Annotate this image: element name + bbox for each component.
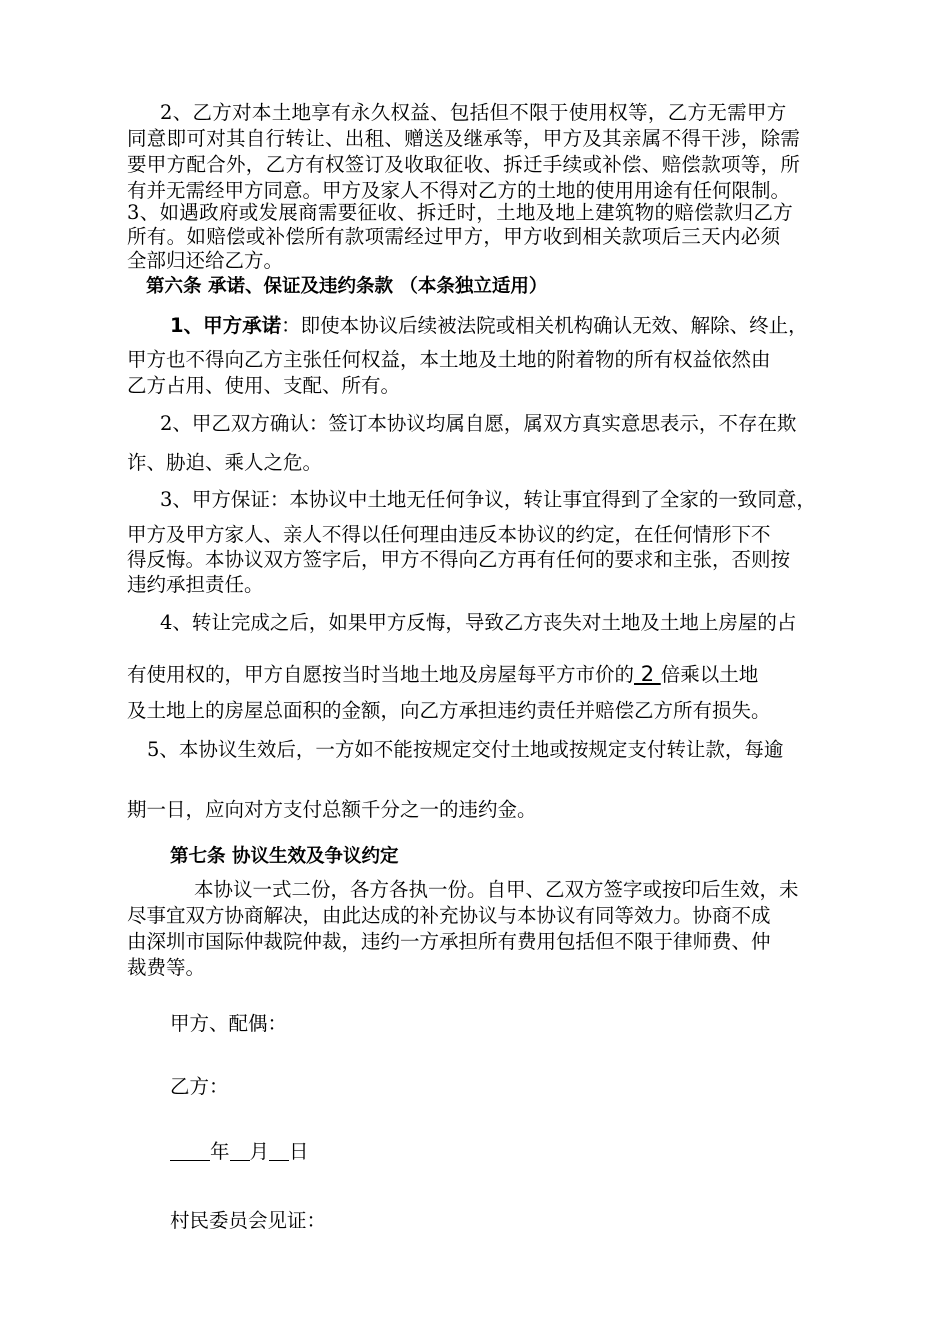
date-month-label: 月	[249, 1140, 270, 1163]
p3-line-2: 所有。如赔偿或补偿所有款项需经过甲方，甲方收到相关款项后三天内必须	[127, 225, 781, 248]
article6-item3-line-3: 得反悔。本协议双方签字后，甲方不得向乙方再有任何的要求和主张，否则按	[127, 548, 791, 571]
article6-item4-line-3: 及土地上的房屋总面积的金额，向乙方承担违约责任并赔偿乙方所有损失。	[127, 699, 771, 722]
article7-line-3: 由深圳市国际仲裁院仲裁，违约一方承担所有费用包括但不限于律师费、仲	[127, 930, 771, 953]
date-year-label: 年	[210, 1140, 230, 1163]
p2-line-1: 2、乙方对本土地享有永久权益、包括但不限于使用权等，乙方无需甲方	[160, 101, 787, 124]
day-blank	[269, 1140, 289, 1161]
p3-line-3: 全部归还给乙方。	[127, 249, 284, 272]
p2-line-4: 有并无需经甲方同意。甲方及家人不得对乙方的土地的使用用途有任何限制。	[127, 179, 791, 202]
article6-item5-line-2: 期一日，应向对方支付总额千分之一的违约金。	[127, 798, 537, 821]
p2-line-2: 同意即可对其自行转让、出租、赠送及继承等，甲方及其亲属不得干涉，除需	[127, 127, 801, 150]
article6-item1-label: 1、甲方承诺	[170, 314, 282, 337]
article6-item4-pre: 有使用权的，甲方自愿按当时当地土地及房屋每平方市价的	[127, 663, 635, 686]
article6-item4-multiplier: 2	[634, 662, 661, 686]
month-blank	[230, 1140, 250, 1161]
article6-item3-line-4: 违约承担责任。	[127, 573, 264, 596]
article7-line-2: 尽事宜双方协商解决，由此达成的补充协议与本协议有同等效力。协商不成	[127, 904, 771, 927]
article7-heading: 第七条 协议生效及争议约定	[170, 846, 399, 867]
signature-date	[170, 1139, 309, 1165]
article6-item1-line-3: 乙方占用、使用、支配、所有。	[127, 374, 401, 397]
article6-heading: 第六条 承诺、保证及违约条款 （本条独立适用）	[146, 276, 548, 297]
article6-item1-text: ：即使本协议后续被法院或相关机构确认无效、解除、终止，	[281, 314, 808, 337]
article6-item5-line-1: 5、本协议生效后，一方如不能按规定交付土地或按规定支付转让款，每逾	[147, 738, 784, 761]
party-a-signature-label: 甲方、配偶：	[170, 1012, 288, 1035]
village-committee-witness-label: 村民委员会见证：	[170, 1209, 327, 1232]
year-blank	[170, 1140, 210, 1161]
article6-item4-line-1: 4、转让完成之后，如果甲方反悔，导致乙方丧失对土地及土地上房屋的占	[160, 611, 797, 634]
article6-item1-line-2: 甲方也不得向乙方主张任何权益，本土地及土地的附着物的所有权益依然由	[127, 348, 771, 371]
article6-item4-line-2	[127, 661, 758, 688]
article7-line-1: 本协议一式二份，各方各执一份。自甲、乙双方签字或按印后生效，未	[194, 878, 799, 901]
p2-line-3: 要甲方配合外，乙方有权签订及收取征收、拆迁手续或补偿、赔偿款项等，所	[127, 153, 801, 176]
article6-item3-line-2: 甲方及甲方家人、亲人不得以任何理由违反本协议的约定，在任何情形下不	[127, 523, 771, 546]
article7-line-4: 裁费等。	[127, 956, 206, 979]
article6-item1-line-1	[170, 313, 808, 339]
article6-item3-line-1: 3、甲方保证：本协议中土地无任何争议，转让事宜得到了全家的一致同意，	[160, 488, 816, 511]
article6-item2-line-2: 诈、胁迫、乘人之危。	[127, 451, 323, 474]
party-b-signature-label: 乙方：	[170, 1075, 229, 1098]
article6-item2-line-1: 2、甲乙双方确认：签订本协议均属自愿，属双方真实意思表示，不存在欺	[160, 412, 797, 435]
article6-item4-post: 倍乘以土地	[660, 663, 759, 686]
p3-line-1: 3、如遇政府或发展商需要征收、拆迁时，土地及地上建筑物的赔偿款归乙方	[127, 201, 794, 224]
date-day-label: 日	[289, 1140, 309, 1163]
